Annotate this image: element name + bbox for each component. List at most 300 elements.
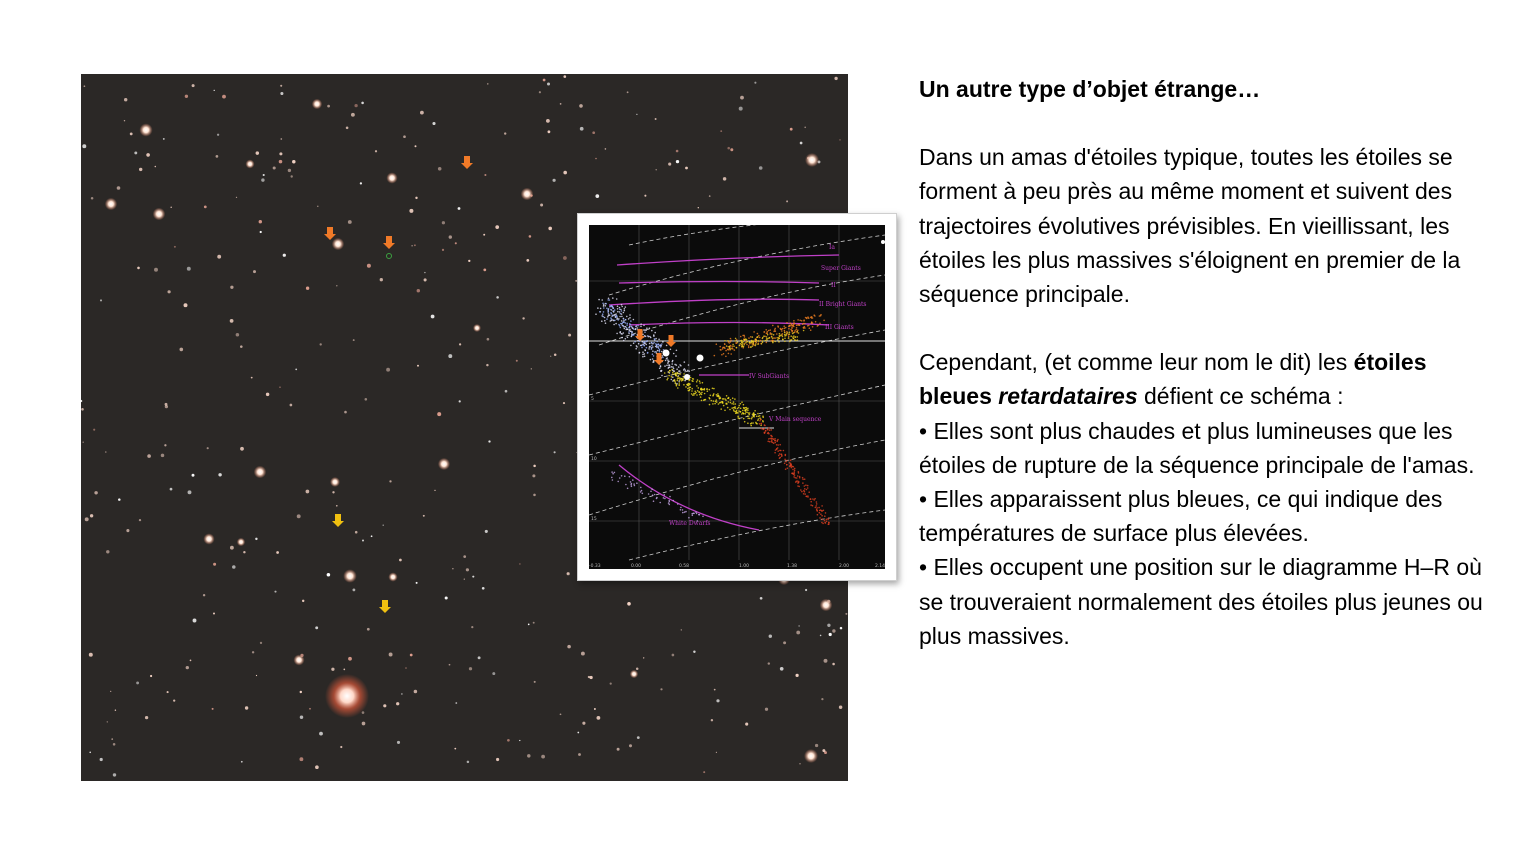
star [829,633,832,636]
star [543,79,546,82]
star [84,85,86,87]
star [117,186,121,190]
star [496,758,499,761]
star [261,178,264,181]
star [431,315,435,319]
hr-y-tick-label: 5 [591,397,594,402]
star [563,75,566,78]
star [186,666,189,669]
star [297,514,301,518]
star [309,708,311,710]
star [290,404,293,407]
star [340,746,342,748]
star [280,138,282,140]
star [839,705,842,708]
star [331,668,334,671]
star [769,634,772,637]
star [192,84,195,87]
star [415,145,417,147]
star [389,480,391,482]
star [110,691,111,692]
star [533,494,536,497]
star [362,540,364,542]
bright-star [312,99,322,109]
star [839,139,840,140]
star [279,160,283,164]
star [832,629,835,632]
star [105,451,107,453]
star [709,195,711,197]
star [290,175,292,177]
hr-diagram [589,225,885,569]
star [89,752,91,754]
star [821,698,823,700]
star [637,736,640,739]
star [130,133,133,136]
blue-stars-bold: étoiles bleues [919,349,1427,410]
star [668,163,671,166]
hr-label-ia: Ia [829,244,835,251]
star [230,546,234,550]
star [760,597,763,600]
star [845,613,847,615]
star [790,128,793,131]
star [403,135,406,138]
star [255,538,257,540]
star [154,268,158,272]
star [423,515,425,517]
star [276,551,279,554]
hr-white-dot [663,350,670,357]
star [434,490,435,491]
star [300,691,302,693]
star [765,708,768,711]
star [336,505,338,507]
star [464,578,465,579]
hr-x-tick-label: 0.58 [679,564,690,569]
star [643,657,644,658]
slide-title: Un autre type d’objet étrange… [919,76,1261,102]
star [822,749,825,752]
star [367,264,371,268]
star [389,653,393,657]
star [560,103,562,105]
star [486,364,488,366]
star [528,624,530,626]
star [100,299,102,301]
star [799,763,800,764]
star [563,171,567,175]
star [592,131,595,134]
star [365,398,368,401]
star [124,120,125,121]
bright-star [521,188,534,201]
hr-white-dot [697,355,704,362]
star [554,353,557,356]
star [352,588,355,591]
star [567,645,571,649]
star [348,657,352,661]
star [280,85,282,87]
star [184,303,188,307]
star [380,278,383,281]
bright-star [332,238,344,250]
star [386,368,390,372]
star [188,490,192,494]
star [636,114,637,115]
hr-white-dot [684,374,690,380]
hr-white-dot [881,240,885,244]
star [212,708,214,710]
star [203,594,205,596]
star [360,182,362,184]
star [594,708,596,710]
star [560,713,562,715]
star [516,360,518,362]
star [414,690,418,694]
star [519,563,520,564]
orange-arrow-marker [461,156,473,169]
star [554,451,556,453]
star [824,659,828,663]
star [336,285,337,286]
star [445,596,448,599]
bright-star [343,569,357,583]
star [672,654,675,657]
hr-y-tick-label: 10 [591,457,597,462]
bright-star [254,466,267,479]
star [362,722,366,726]
star [397,741,400,744]
star [217,255,221,259]
star [567,572,569,574]
star [579,104,583,108]
star [581,652,585,656]
star [409,209,413,213]
bright-star [139,123,152,136]
star [245,706,248,709]
star [485,530,488,533]
star [146,153,150,157]
star [834,77,837,80]
bright-star [473,324,481,332]
star [467,761,470,764]
star [740,96,744,100]
star [139,519,141,521]
star [94,491,97,494]
star [164,444,166,446]
star [222,95,226,99]
star [217,134,219,136]
star [533,622,535,624]
star [405,667,407,669]
star [251,377,253,379]
star [548,130,551,133]
bright-star [630,670,638,678]
star [155,166,157,168]
star [472,576,474,578]
star [759,166,763,170]
star [292,160,295,163]
star [745,723,748,726]
star [716,699,719,702]
bright-star [388,572,397,581]
star [354,104,357,107]
star [568,334,571,337]
star [595,194,599,198]
hr-label-white-dwarfs: White Dwarfs [669,520,711,527]
star [448,354,452,358]
star [344,411,347,414]
green-circle-marker [387,254,392,259]
star [681,629,682,630]
star [532,474,535,477]
star [496,296,499,299]
star [93,429,95,431]
paragraph-blue-stragglers-start: Cependant, (et comme leur nom le dit) les [919,349,1354,376]
star [533,465,536,468]
star [454,748,456,750]
star [597,716,601,720]
star [442,249,444,251]
star [137,267,140,270]
star [414,244,416,246]
star [139,168,142,171]
star [552,179,555,182]
star [783,641,786,644]
star [260,642,262,644]
star [627,602,631,606]
star [232,565,236,569]
star [302,600,304,602]
hr-label-main-sequence: V Main sequence [769,416,822,423]
star [519,740,520,741]
star [546,119,550,123]
bullet-item: • Elles occupent une position sur le diagramme H–R où se trouveraient normalement des étoiles plus jeunes ou plus massives. [919,554,1483,649]
bright-star [805,153,819,167]
bright-star [105,198,117,210]
star [241,761,243,763]
star [216,155,219,158]
star [442,221,445,224]
yellow-arrow-marker [332,514,344,527]
star [327,105,330,108]
star [192,474,195,477]
bullet-item: • Elles apparaissent plus bleues, ce qui indique des températures de surface plus élevées. [919,486,1443,547]
star [754,82,756,84]
star [273,166,276,169]
star [424,278,427,281]
star [332,491,334,493]
star [504,132,506,134]
star [815,744,818,747]
star [563,402,565,404]
bright-star [386,172,397,183]
star [147,454,151,458]
star [274,591,276,593]
star [236,333,240,337]
star [126,529,129,532]
bullet-item: • Elles sont plus chaudes et plus lumineuses que les étoiles de rupture de la séquence principale de l'amas. [919,417,1475,478]
star [207,447,209,449]
star [230,319,234,323]
star [547,83,550,86]
star [636,668,639,671]
hr-x-tick-label: 2.00 [839,564,850,569]
star [288,169,291,172]
star [161,454,165,458]
star [703,771,705,773]
star [795,674,798,677]
star [582,722,585,725]
star [595,158,597,160]
star [840,627,843,630]
star [351,113,355,117]
hr-x-tick-label: 2.14 [875,564,885,569]
star [283,254,286,257]
star [240,447,244,451]
star [452,568,453,569]
star [383,704,386,707]
star [798,625,799,626]
hr-label-ii: II [831,282,836,289]
star [204,206,207,209]
star [469,667,472,670]
star [348,220,352,224]
star [739,107,743,111]
hr-diagram-inset [577,213,897,581]
star [780,667,784,671]
bright-star [804,749,818,763]
star [483,234,485,236]
star [432,122,435,125]
star [136,681,139,684]
star [115,709,116,710]
star [610,682,612,684]
star [660,688,662,690]
star [163,138,165,140]
star [167,691,169,693]
star [459,343,461,345]
star [420,111,424,115]
star [214,90,215,91]
star [319,732,323,736]
star [716,752,717,753]
star [539,91,541,93]
star [113,773,116,776]
star [605,148,607,150]
star [617,748,620,751]
star [100,758,103,761]
star [371,535,373,537]
star [482,587,485,590]
star [82,144,86,148]
bright-star [294,655,305,666]
bright-star [330,477,340,487]
star [361,102,364,105]
bright-star [438,458,450,470]
star [306,287,309,290]
star [299,757,303,761]
star [355,531,358,534]
hr-x-tick-label: 1.38 [787,564,798,569]
star [81,408,84,411]
orange-arrow-marker [324,227,336,240]
star [300,715,303,718]
star [455,242,457,244]
star [589,676,592,679]
star [415,197,417,199]
star [353,339,355,341]
star [495,225,499,229]
star [548,227,552,231]
paragraph-blue-stragglers [919,345,1499,413]
star [253,270,256,273]
star [417,289,420,292]
star [327,573,331,577]
star [317,206,318,207]
star [383,525,384,526]
star [786,200,788,202]
star [243,551,245,553]
star [256,151,259,154]
text-column [919,72,1499,653]
star [449,664,451,666]
star [260,231,262,233]
star [167,290,170,293]
star [800,142,803,145]
star [505,390,508,393]
hr-x-tick-label: 1.00 [739,564,750,569]
star [478,656,481,659]
star [471,626,473,628]
star [240,345,243,348]
star [401,693,402,694]
star [730,148,733,151]
star [655,169,656,170]
star [315,765,319,769]
star [174,246,176,248]
star [190,660,192,662]
star [306,490,310,494]
star [411,245,413,247]
hr-x-tick-label: -0.33 [589,564,601,569]
bright-star [820,599,833,612]
star [89,653,93,657]
star [796,631,800,635]
hr-label-subgiants: IV SubGiants [749,373,790,380]
star [727,147,730,150]
star [399,559,402,562]
star [466,568,469,571]
star [170,488,173,491]
star [676,150,679,153]
star [550,356,551,357]
star [458,207,461,210]
star [655,118,657,120]
star [507,739,510,742]
star [534,681,536,683]
star [578,753,581,756]
bright-star [203,533,214,544]
star [252,651,254,653]
star [236,197,237,198]
star [150,675,152,677]
star [563,256,567,260]
star [827,624,830,627]
bright-star [246,160,255,169]
star [540,204,543,207]
